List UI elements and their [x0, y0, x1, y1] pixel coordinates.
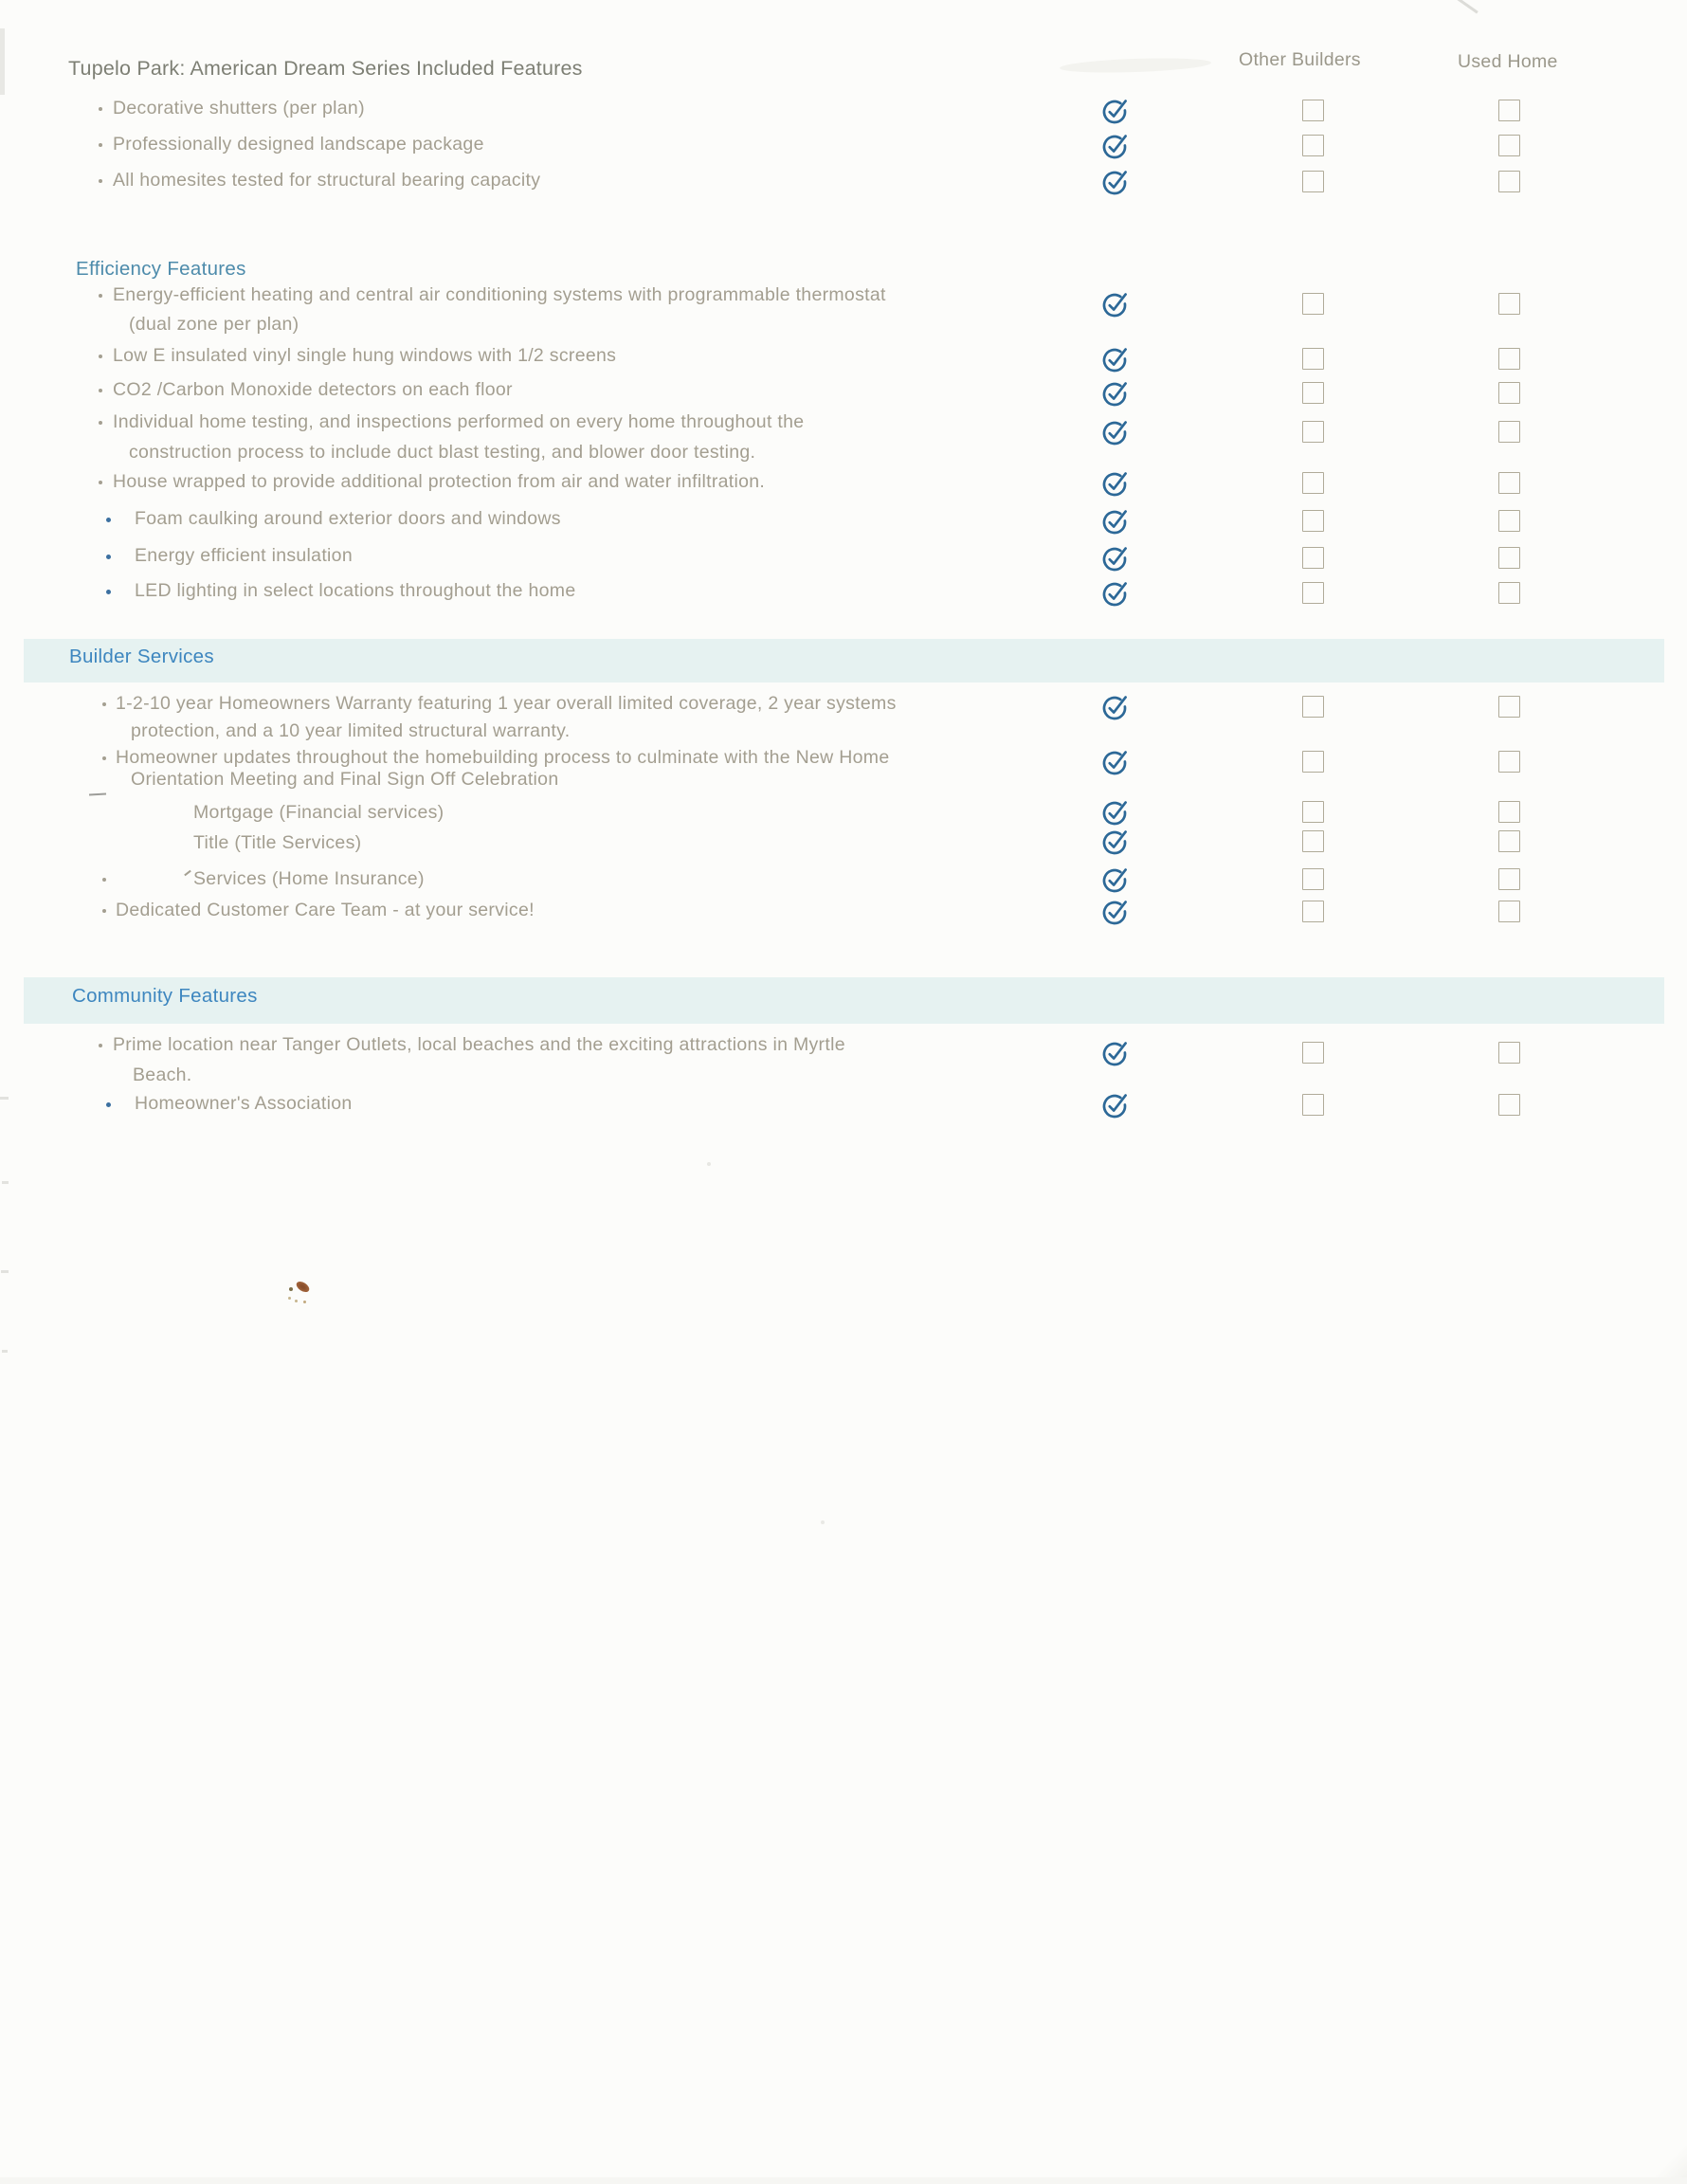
empty-checkbox-used-home — [1498, 901, 1520, 922]
check-circle-icon — [1102, 508, 1131, 535]
empty-checkbox-used-home — [1498, 348, 1520, 370]
empty-checkbox-used-home — [1498, 472, 1520, 494]
empty-checkbox-other-builders — [1302, 348, 1324, 370]
check-circle-icon — [1102, 545, 1131, 572]
scan-artifact — [89, 793, 106, 796]
empty-checkbox-other-builders — [1302, 472, 1324, 494]
scan-artifact — [1450, 0, 1478, 13]
check-circle-icon — [1102, 799, 1131, 826]
check-circle-icon — [1102, 866, 1131, 893]
feature-text: All homesites tested for structural bearing capacity — [113, 170, 541, 191]
section-header: Builder Services — [69, 646, 214, 667]
check-circle-icon — [1102, 580, 1131, 607]
feature-text: Dedicated Customer Care Team - at your service! — [116, 900, 535, 920]
empty-checkbox-other-builders — [1302, 547, 1324, 569]
feature-text: Title (Title Services) — [193, 832, 362, 853]
scan-artifact — [0, 28, 5, 95]
bullet-dot — [106, 518, 111, 522]
scan-artifact — [1, 1270, 9, 1273]
empty-checkbox-used-home — [1498, 100, 1520, 121]
check-circle-icon — [1102, 419, 1131, 446]
bullet-dot — [102, 756, 106, 760]
feature-text: Orientation Meeting and Final Sign Off Celebration — [131, 769, 559, 790]
page-title: Tupelo Park: American Dream Series Included Features — [68, 57, 583, 80]
scan-artifact — [0, 2177, 1687, 2184]
empty-checkbox-other-builders — [1302, 751, 1324, 773]
empty-checkbox-other-builders — [1302, 696, 1324, 718]
bullet-dot — [99, 294, 102, 298]
stain-mark — [289, 1287, 293, 1291]
empty-checkbox-other-builders — [1302, 100, 1324, 121]
empty-checkbox-used-home — [1498, 1094, 1520, 1116]
bullet-dot — [99, 179, 102, 183]
empty-checkbox-used-home — [1498, 421, 1520, 443]
empty-checkbox-used-home — [1498, 868, 1520, 890]
feature-text: Low E insulated vinyl single hung windows with 1/2 screens — [113, 345, 617, 366]
scan-artifact — [2, 1350, 8, 1353]
feature-text: Energy efficient insulation — [135, 545, 353, 566]
empty-checkbox-used-home — [1498, 801, 1520, 823]
scan-artifact — [1630, 2137, 1687, 2184]
bullet-dot — [99, 389, 102, 392]
empty-checkbox-other-builders — [1302, 171, 1324, 192]
bullet-dot — [106, 1102, 111, 1107]
bullet-dot — [99, 1044, 102, 1047]
bullet-dot — [99, 107, 102, 111]
feature-text: Homeowner updates throughout the homebuilding process to culminate with the New Home — [116, 747, 890, 768]
stain-mark — [288, 1297, 291, 1300]
check-circle-icon — [1102, 380, 1131, 407]
feature-text: (dual zone per plan) — [129, 314, 299, 335]
feature-text: Individual home testing, and inspections performed on every home throughout the — [113, 411, 805, 432]
stray-mark — [184, 870, 191, 877]
bullet-dot — [99, 421, 102, 425]
empty-checkbox-used-home — [1498, 751, 1520, 773]
empty-checkbox-used-home — [1498, 696, 1520, 718]
feature-text: House wrapped to provide additional protection from air and water infiltration. — [113, 471, 766, 492]
stain-mark — [303, 1301, 306, 1303]
bullet-dot — [102, 878, 106, 882]
scan-artifact — [707, 1162, 711, 1166]
feature-text: construction process to include duct blast testing, and blower door testing. — [129, 442, 756, 463]
feature-text: Professionally designed landscape package — [113, 134, 484, 155]
section-highlight-band — [24, 639, 1664, 682]
feature-text: LED lighting in select locations throughout the home — [135, 580, 576, 601]
bullet-dot — [106, 590, 111, 594]
column-header-other-builders: Other Builders — [1239, 49, 1361, 70]
scan-artifact — [2, 1181, 9, 1184]
check-circle-icon — [1102, 133, 1131, 159]
empty-checkbox-other-builders — [1302, 801, 1324, 823]
empty-checkbox-used-home — [1498, 582, 1520, 604]
check-circle-icon — [1102, 169, 1131, 195]
feature-text: Energy-efficient heating and central air conditioning systems with programmable thermostat — [113, 284, 886, 305]
scan-artifact — [821, 1520, 825, 1524]
column-header-used-home: Used Home — [1458, 51, 1558, 72]
bullet-dot — [99, 355, 102, 358]
empty-checkbox-used-home — [1498, 135, 1520, 156]
scan-artifact — [1060, 56, 1211, 75]
section-highlight-band — [24, 977, 1664, 1024]
section-header: Efficiency Features — [76, 258, 246, 280]
stain-mark — [295, 1300, 298, 1302]
scan-artifact — [0, 1097, 9, 1100]
feature-text: CO2 /Carbon Monoxide detectors on each floor — [113, 379, 513, 400]
check-circle-icon — [1102, 98, 1131, 124]
empty-checkbox-used-home — [1498, 1042, 1520, 1064]
empty-checkbox-used-home — [1498, 171, 1520, 192]
check-circle-icon — [1102, 346, 1131, 373]
bullet-dot — [106, 555, 111, 559]
bullet-dot — [99, 481, 102, 484]
check-circle-icon — [1102, 899, 1131, 925]
feature-text: Beach. — [133, 1065, 192, 1085]
bullet-dot — [102, 909, 106, 913]
bullet-dot — [102, 702, 106, 706]
feature-text: Decorative shutters (per plan) — [113, 98, 365, 118]
empty-checkbox-other-builders — [1302, 830, 1324, 852]
bullet-dot — [99, 143, 102, 147]
empty-checkbox-used-home — [1498, 293, 1520, 315]
feature-text: Foam caulking around exterior doors and windows — [135, 508, 561, 529]
stain-mark — [295, 1280, 311, 1295]
empty-checkbox-other-builders — [1302, 382, 1324, 404]
empty-checkbox-other-builders — [1302, 421, 1324, 443]
feature-text: Mortgage (Financial services) — [193, 802, 444, 823]
empty-checkbox-other-builders — [1302, 510, 1324, 532]
empty-checkbox-other-builders — [1302, 582, 1324, 604]
check-circle-icon — [1102, 291, 1131, 318]
feature-text: Services (Home Insurance) — [193, 868, 425, 889]
check-circle-icon — [1102, 749, 1131, 775]
check-circle-icon — [1102, 828, 1131, 855]
feature-text: 1-2-10 year Homeowners Warranty featuring 1 year overall limited coverage, 2 year systems — [116, 693, 897, 714]
empty-checkbox-used-home — [1498, 547, 1520, 569]
empty-checkbox-other-builders — [1302, 293, 1324, 315]
check-circle-icon — [1102, 470, 1131, 497]
feature-text: Homeowner's Association — [135, 1093, 353, 1114]
empty-checkbox-other-builders — [1302, 868, 1324, 890]
empty-checkbox-used-home — [1498, 510, 1520, 532]
feature-text: protection, and a 10 year limited structural warranty. — [131, 720, 571, 741]
check-circle-icon — [1102, 1092, 1131, 1119]
empty-checkbox-other-builders — [1302, 135, 1324, 156]
check-circle-icon — [1102, 694, 1131, 720]
empty-checkbox-other-builders — [1302, 1094, 1324, 1116]
empty-checkbox-other-builders — [1302, 1042, 1324, 1064]
empty-checkbox-used-home — [1498, 830, 1520, 852]
section-header: Community Features — [72, 985, 258, 1007]
empty-checkbox-used-home — [1498, 382, 1520, 404]
feature-text: Prime location near Tanger Outlets, local beaches and the exciting attractions in Myrtle — [113, 1034, 845, 1055]
check-circle-icon — [1102, 1040, 1131, 1066]
empty-checkbox-other-builders — [1302, 901, 1324, 922]
